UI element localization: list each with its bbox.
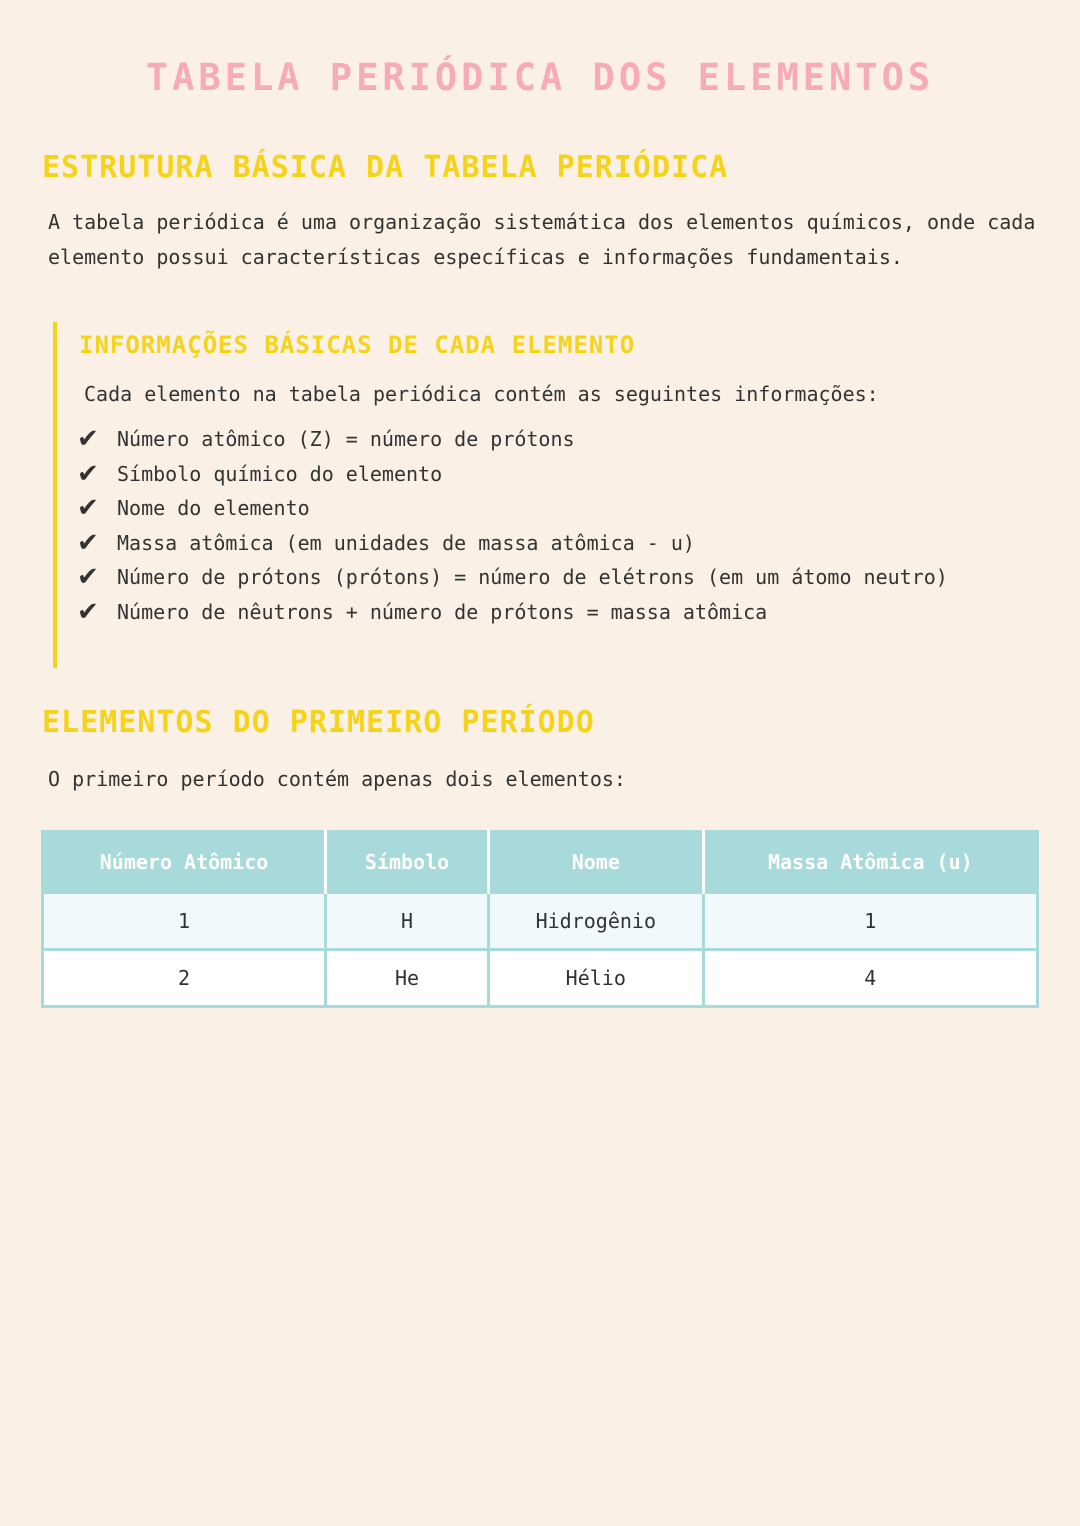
section-heading-first-period: ELEMENTOS DO PRIMEIRO PERÍODO: [42, 705, 595, 740]
header-atomic-number: Número Atômico: [43, 832, 326, 893]
checklist-item: [77, 459, 977, 489]
table-row: [43, 893, 1038, 950]
checklist-item-text: Número de nêutrons + número de prótons = massa atômica: [117, 599, 768, 624]
first-period-intro: O primeiro período contém apenas dois elementos:: [48, 767, 626, 791]
callout-intro: Cada elemento na tabela periódica contém as seguintes informações:: [84, 382, 879, 406]
info-checklist: [77, 424, 977, 631]
checkmark-icon: ✔: [77, 596, 99, 627]
callout-heading: INFORMAÇÕES BÁSICAS DE CADA ELEMENTO: [79, 331, 636, 359]
table-row: [43, 950, 1038, 1007]
cell-name: Hélio: [488, 950, 703, 1007]
checklist-item-text: Símbolo químico do elemento: [117, 461, 443, 486]
checklist-item-text: Nome do elemento: [117, 496, 310, 520]
checkmark-icon: ✔: [77, 562, 99, 592]
checkmark-icon: ✔: [77, 493, 99, 523]
checklist-item: [77, 528, 977, 558]
checklist-item: [77, 597, 977, 627]
cell-atomic-mass: 1: [703, 893, 1037, 950]
checklist-item-text: Número atômico (Z) = número de prótons: [117, 427, 575, 451]
checklist-item: [77, 493, 977, 523]
checklist-item: [77, 424, 977, 454]
checklist-item: [77, 562, 977, 592]
checklist-item-text: Número de prótons (prótons) = número de elétrons (em um átomo neutro): [117, 565, 948, 589]
section-heading-structure: ESTRUTURA BÁSICA DA TABELA PERIÓDICA: [42, 150, 729, 185]
checklist-item-text: Massa atômica (em unidades de massa atômica - u): [117, 530, 695, 555]
cell-atomic-number: 2: [43, 950, 326, 1007]
header-symbol: Símbolo: [326, 832, 489, 893]
cell-symbol: H: [326, 893, 489, 950]
checkmark-icon: ✔: [77, 527, 99, 558]
table-header-row: [43, 832, 1038, 893]
cell-atomic-mass: 4: [703, 950, 1037, 1007]
elements-table: [41, 830, 1039, 1008]
structure-intro-paragraph: A tabela periódica é uma organização sistemática dos elementos químicos, onde cada elemento possui características específicas e informações fundamentais.: [48, 210, 1036, 269]
header-atomic-mass: Massa Atômica (u): [703, 832, 1037, 893]
checkmark-icon: ✔: [77, 458, 99, 489]
cell-symbol: He: [326, 950, 489, 1007]
checkmark-icon: ✔: [77, 424, 99, 454]
cell-atomic-number: 1: [43, 893, 326, 950]
basic-info-callout: [53, 322, 997, 668]
page-title: TABELA PERIÓDICA DOS ELEMENTOS: [145, 56, 935, 99]
header-name: Nome: [488, 832, 703, 893]
cell-name: Hidrogênio: [488, 893, 703, 950]
